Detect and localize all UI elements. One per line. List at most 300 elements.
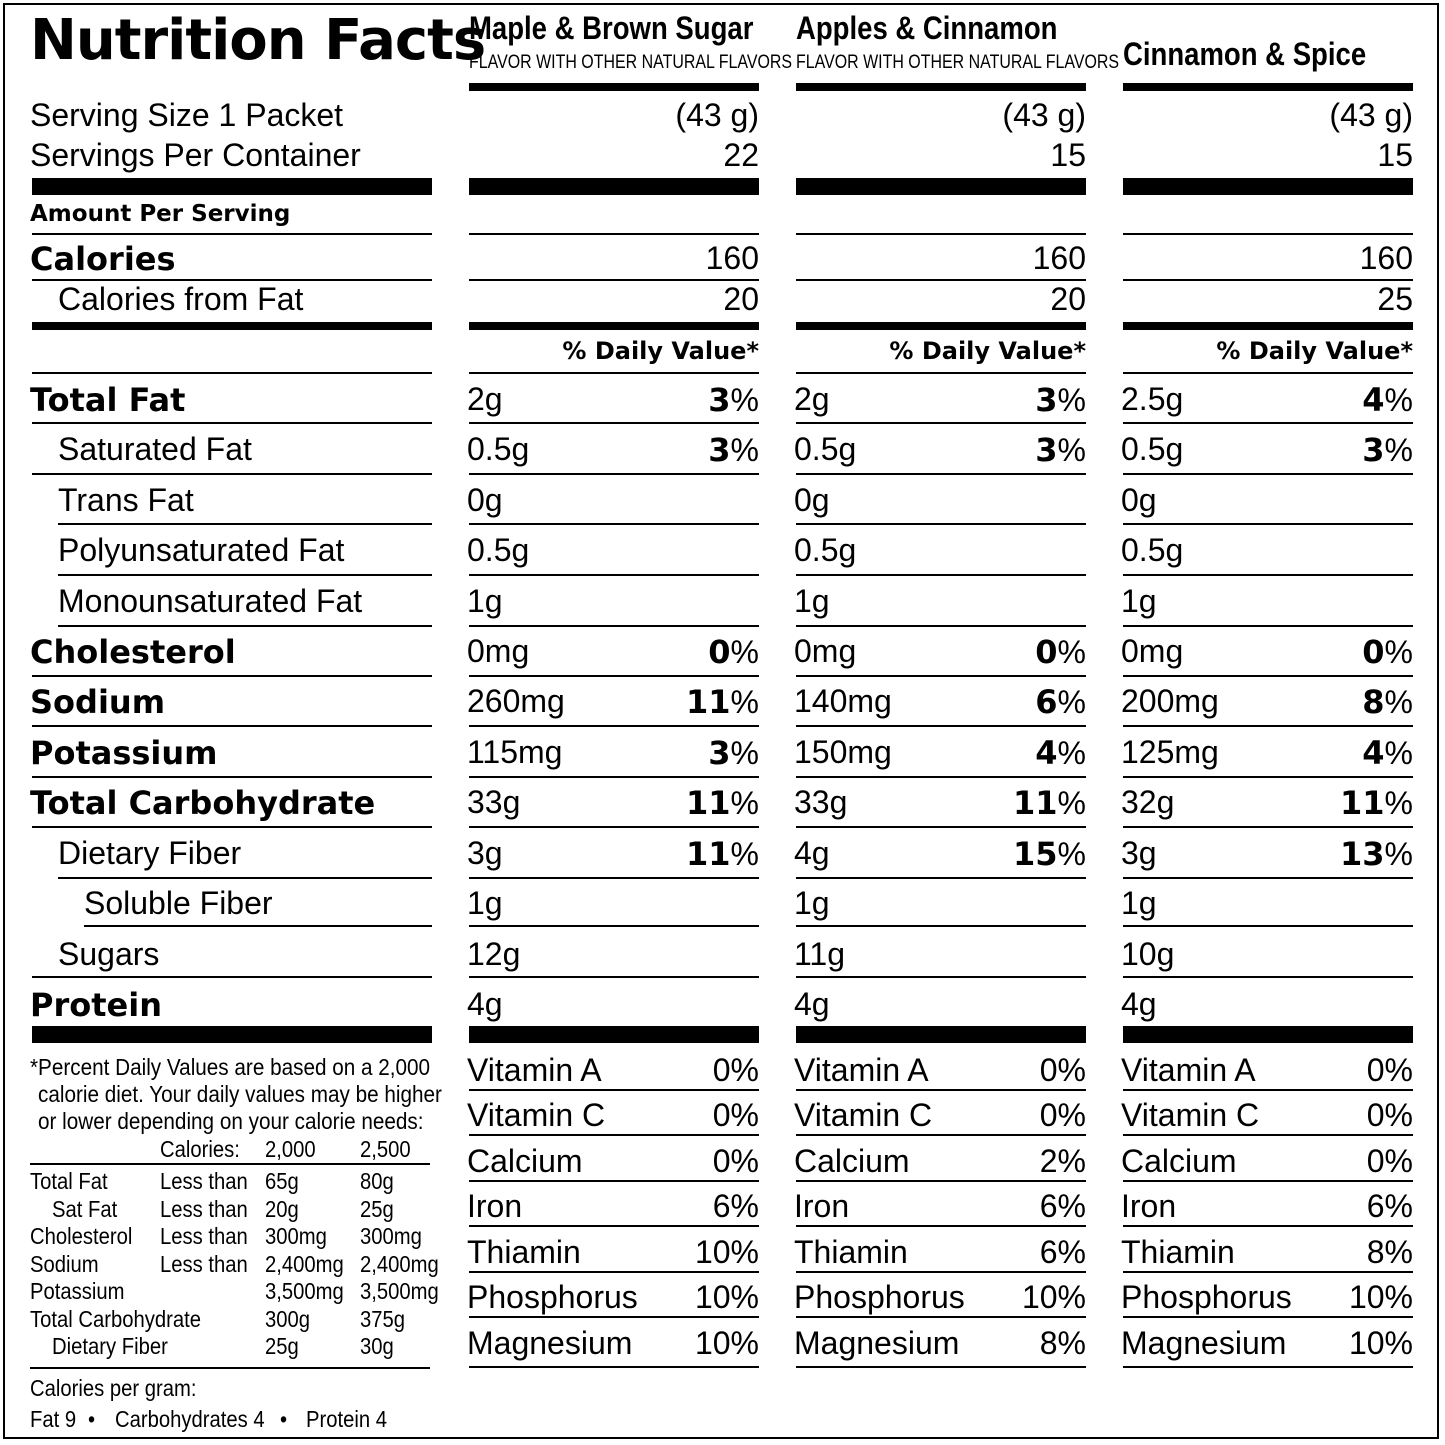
- table-cell: 2,400mg: [265, 1250, 344, 1277]
- divider: [796, 776, 1086, 778]
- dietary-fiber-amount: 3g: [467, 835, 503, 871]
- soluble-fiber-label: Soluble Fiber: [84, 885, 273, 921]
- divider: [32, 725, 432, 727]
- product-name: Maple & Brown Sugar: [469, 10, 754, 46]
- divider: [1123, 1366, 1413, 1368]
- daily-value-header: % Daily Value*: [562, 337, 759, 365]
- daily-value-number: 6: [1035, 683, 1058, 721]
- table-header-cell: 2,500: [360, 1136, 411, 1162]
- percent-sign: %: [730, 684, 759, 720]
- vitamin-name: Vitamin A: [467, 1052, 602, 1088]
- table-cell: Sat Fat: [52, 1195, 118, 1222]
- page-title: Nutrition Facts: [30, 8, 486, 73]
- divider: [469, 925, 759, 927]
- divider: [469, 233, 759, 235]
- sodium-daily-value: [1035, 683, 1086, 721]
- vitamin-value: 6%: [1366, 1188, 1413, 1224]
- percent-sign: %: [730, 735, 759, 771]
- vitamin-name: Thiamin: [1121, 1234, 1235, 1270]
- potassium-label: Potassium: [30, 734, 218, 772]
- vitamin-name: Calcium: [794, 1143, 910, 1179]
- divider: [1123, 233, 1413, 235]
- vitamin-value: 6%: [1039, 1234, 1086, 1270]
- vitamin-name: Vitamin A: [1121, 1052, 1256, 1088]
- divider: [469, 826, 759, 828]
- divider: [796, 279, 1086, 281]
- divider: [796, 725, 1086, 727]
- divider: [1123, 675, 1413, 677]
- divider: [1123, 625, 1413, 627]
- vitamin-name: Iron: [794, 1188, 850, 1224]
- divider: [469, 976, 759, 978]
- saturated-fat-amount: 0.5g: [794, 431, 857, 467]
- total-carbohydrate-label: Total Carbohydrate: [30, 784, 376, 822]
- divider: [32, 372, 432, 374]
- total-fat-amount: 2g: [794, 381, 830, 417]
- total-fat-daily-value: [1362, 381, 1413, 419]
- protein-amount: 4g: [467, 986, 503, 1022]
- sodium-daily-value: [1362, 683, 1413, 721]
- medium-divider: [796, 322, 1086, 330]
- serving-weight: (43 g): [675, 97, 759, 133]
- vitamin-value: 8%: [1039, 1325, 1086, 1361]
- divider: [32, 976, 432, 978]
- footnote-line: or lower depending on your calorie needs:: [38, 1108, 424, 1134]
- protein-amount: 4g: [1121, 986, 1157, 1022]
- thick-divider: [469, 178, 759, 195]
- divider: [32, 826, 432, 828]
- polyunsaturated-fat-amount: 0.5g: [794, 532, 857, 568]
- divider: [469, 473, 759, 475]
- divider: [796, 1366, 1086, 1368]
- trans-fat-label: Trans Fat: [58, 482, 194, 518]
- total-carbohydrate-daily-value: [1013, 784, 1086, 822]
- monounsaturated-fat-amount: 1g: [467, 583, 503, 619]
- daily-value-number: 4: [1362, 734, 1385, 772]
- cholesterol-amount: 0mg: [794, 633, 857, 669]
- percent-sign: %: [1384, 382, 1413, 418]
- vitamin-value: 10%: [1021, 1279, 1086, 1315]
- divider: [469, 1271, 759, 1273]
- dietary-fiber-amount: 3g: [1121, 835, 1157, 871]
- calories-value: 160: [705, 240, 759, 276]
- vitamin-name: Thiamin: [794, 1234, 908, 1270]
- table-cell: 300mg: [360, 1223, 422, 1249]
- trans-fat-amount: 0g: [1121, 482, 1157, 518]
- calories-per-gram-item: Protein 4: [306, 1406, 388, 1432]
- calories-from-fat-value: 20: [1050, 281, 1086, 317]
- divider: [796, 826, 1086, 828]
- percent-sign: %: [730, 634, 759, 670]
- divider: [1123, 776, 1413, 778]
- vitamin-value: 0%: [1366, 1143, 1413, 1179]
- divider: [32, 776, 432, 778]
- sugars-label: Sugars: [58, 936, 160, 972]
- daily-value-number: 0: [1362, 633, 1385, 671]
- bullet-separator: •: [88, 1406, 96, 1432]
- saturated-fat-amount: 0.5g: [1121, 431, 1184, 467]
- vitamin-value: 0%: [1039, 1052, 1086, 1088]
- divider: [1123, 372, 1413, 374]
- divider: [1123, 1316, 1413, 1318]
- divider: [796, 925, 1086, 927]
- product-name: Apples & Cinnamon: [796, 10, 1058, 46]
- divider: [1123, 725, 1413, 727]
- divider: [796, 574, 1086, 576]
- table-header-cell: 2,000: [265, 1136, 316, 1162]
- percent-sign: %: [730, 785, 759, 821]
- divider: [469, 574, 759, 576]
- divider: [469, 279, 759, 281]
- calories-value: 160: [1359, 240, 1413, 276]
- trans-fat-amount: 0g: [794, 482, 830, 518]
- footnote-line: *Percent Daily Values are based on a 2,000: [30, 1054, 431, 1080]
- servings-per-container-label: Servings Per Container: [30, 137, 361, 173]
- table-cell: 375g: [360, 1305, 406, 1332]
- table-cell: 300mg: [265, 1223, 327, 1249]
- divider: [469, 523, 759, 525]
- saturated-fat-amount: 0.5g: [467, 431, 530, 467]
- table-cell: 80g: [360, 1168, 394, 1194]
- table-cell: 300g: [265, 1305, 311, 1332]
- cholesterol-daily-value: [1362, 633, 1413, 671]
- polyunsaturated-fat-amount: 0.5g: [1121, 532, 1184, 568]
- divider: [796, 877, 1086, 879]
- total-carbohydrate-daily-value: [686, 784, 759, 822]
- divider: [469, 1316, 759, 1318]
- divider: [1123, 976, 1413, 978]
- daily-value-number: 11: [1340, 784, 1385, 822]
- vitamin-value: 2%: [1039, 1143, 1086, 1179]
- servings-value: 15: [1377, 137, 1413, 173]
- calories-per-gram-item: Carbohydrates 4: [115, 1406, 265, 1432]
- protein-amount: 4g: [794, 986, 830, 1022]
- divider: [1123, 422, 1413, 424]
- vitamin-value: 10%: [694, 1325, 759, 1361]
- servings-value: 15: [1050, 137, 1086, 173]
- divider: [796, 523, 1086, 525]
- table-cell: Potassium: [30, 1278, 125, 1304]
- divider: [796, 233, 1086, 235]
- divider: [1123, 1134, 1413, 1136]
- polyunsaturated-fat-label: Polyunsaturated Fat: [58, 532, 345, 568]
- divider: [32, 675, 432, 677]
- divider: [30, 1367, 430, 1369]
- vitamin-value: 0%: [712, 1143, 759, 1179]
- calories-per-gram-item: Fat 9: [30, 1406, 77, 1432]
- vitamin-value: 10%: [694, 1234, 759, 1270]
- percent-sign: %: [730, 432, 759, 468]
- calories-label: Calories: [30, 240, 176, 278]
- divider: [1123, 1225, 1413, 1227]
- servings-value: 22: [723, 137, 759, 173]
- potassium-amount: 125mg: [1121, 734, 1219, 770]
- calories-from-fat-value: 25: [1377, 281, 1413, 317]
- divider: [796, 1225, 1086, 1227]
- sodium-label: Sodium: [30, 683, 166, 721]
- sugars-amount: 12g: [467, 936, 521, 972]
- table-cell: 30g: [360, 1333, 394, 1359]
- divider: [796, 1089, 1086, 1091]
- saturated-fat-daily-value: [1035, 431, 1086, 469]
- serving-weight: (43 g): [1002, 97, 1086, 133]
- percent-sign: %: [1057, 432, 1086, 468]
- monounsaturated-fat-amount: 1g: [794, 583, 830, 619]
- table-cell: 3,500mg: [360, 1278, 439, 1304]
- thick-divider: [32, 1026, 432, 1043]
- divider: [796, 473, 1086, 475]
- daily-value-number: 4: [1035, 734, 1058, 772]
- divider: [469, 422, 759, 424]
- potassium-amount: 115mg: [467, 734, 563, 770]
- divider: [84, 925, 432, 927]
- vitamin-value: 10%: [1348, 1279, 1413, 1315]
- divider: [796, 625, 1086, 627]
- table-cell: Less than: [160, 1223, 248, 1249]
- table-cell: Cholesterol: [30, 1223, 133, 1249]
- divider: [469, 1089, 759, 1091]
- total-carbohydrate-daily-value: [1340, 784, 1413, 822]
- divider: [1123, 1180, 1413, 1182]
- percent-sign: %: [1384, 836, 1413, 872]
- vitamin-value: 8%: [1366, 1234, 1413, 1270]
- percent-sign: %: [730, 382, 759, 418]
- serving-weight: (43 g): [1329, 97, 1413, 133]
- daily-value-header: % Daily Value*: [889, 337, 1086, 365]
- table-cell: 3,500mg: [265, 1278, 344, 1304]
- divider: [32, 233, 432, 235]
- table-cell: Dietary Fiber: [52, 1333, 168, 1359]
- vitamin-name: Phosphorus: [1121, 1279, 1292, 1315]
- table-cell: Sodium: [30, 1250, 99, 1277]
- divider: [1123, 1271, 1413, 1273]
- table-cell: 25g: [360, 1195, 394, 1222]
- daily-value-number: 11: [686, 784, 731, 822]
- medium-divider: [32, 322, 432, 330]
- divider: [32, 473, 432, 475]
- vitamin-value: 6%: [1039, 1188, 1086, 1224]
- total-carbohydrate-amount: 33g: [467, 784, 521, 820]
- saturated-fat-daily-value: [1362, 431, 1413, 469]
- daily-value-number: 4: [1362, 381, 1385, 419]
- daily-value-number: 3: [1035, 381, 1058, 419]
- calories-per-gram-label: Calories per gram:: [30, 1375, 197, 1401]
- calories-value: 160: [1032, 240, 1086, 276]
- divider: [469, 372, 759, 374]
- vitamin-value: 0%: [1366, 1097, 1413, 1133]
- vitamin-name: Iron: [467, 1188, 523, 1224]
- daily-value-number: 11: [686, 683, 731, 721]
- divider: [469, 1180, 759, 1182]
- divider: [469, 1134, 759, 1136]
- daily-value-header: % Daily Value*: [1216, 337, 1413, 365]
- footnote-line: calorie diet. Your daily values may be higher: [38, 1081, 442, 1107]
- daily-value-number: 15: [1013, 835, 1058, 873]
- vitamin-name: Vitamin C: [794, 1097, 933, 1133]
- potassium-daily-value: [1035, 734, 1086, 772]
- vitamin-name: Phosphorus: [467, 1279, 638, 1315]
- vitamin-value: 0%: [1039, 1097, 1086, 1133]
- dietary-fiber-daily-value: [1013, 835, 1086, 873]
- divider: [1123, 473, 1413, 475]
- percent-sign: %: [1057, 735, 1086, 771]
- divider: [1123, 279, 1413, 281]
- saturated-fat-daily-value: [708, 431, 759, 469]
- divider: [58, 574, 432, 576]
- divider: [58, 877, 432, 879]
- percent-sign: %: [1384, 684, 1413, 720]
- divider: [469, 725, 759, 727]
- total-fat-amount: 2g: [467, 381, 503, 417]
- thick-divider: [796, 1026, 1086, 1043]
- divider: [32, 422, 432, 424]
- total-fat-daily-value: [708, 381, 759, 419]
- divider: [1123, 83, 1413, 91]
- vitamin-name: Phosphorus: [794, 1279, 965, 1315]
- product-column: [467, 0, 793, 1445]
- percent-sign: %: [1057, 785, 1086, 821]
- divider: [469, 625, 759, 627]
- vitamin-name: Vitamin A: [794, 1052, 929, 1088]
- vitamin-value: 0%: [1366, 1052, 1413, 1088]
- thick-divider: [1123, 1026, 1413, 1043]
- vitamin-name: Calcium: [467, 1143, 583, 1179]
- percent-sign: %: [1384, 634, 1413, 670]
- dietary-fiber-label: Dietary Fiber: [58, 835, 242, 871]
- vitamin-name: Magnesium: [1121, 1325, 1287, 1361]
- table-cell: Less than: [160, 1195, 248, 1222]
- table-cell: 2,400mg: [360, 1250, 439, 1277]
- percent-sign: %: [1384, 735, 1413, 771]
- soluble-fiber-amount: 1g: [1121, 885, 1157, 921]
- soluble-fiber-amount: 1g: [467, 885, 503, 921]
- cholesterol-label: Cholesterol: [30, 633, 236, 671]
- total-carbohydrate-amount: 33g: [794, 784, 848, 820]
- table-header-cell: Calories:: [160, 1136, 240, 1162]
- thick-divider: [469, 1026, 759, 1043]
- table-cell: Total Carbohydrate: [30, 1305, 202, 1332]
- divider: [1123, 877, 1413, 879]
- vitamin-name: Calcium: [1121, 1143, 1237, 1179]
- sugars-amount: 10g: [1121, 936, 1175, 972]
- divider: [469, 675, 759, 677]
- product-subtitle: FLAVOR WITH OTHER NATURAL FLAVORS: [469, 52, 793, 73]
- daily-value-number: 0: [708, 633, 731, 671]
- calories-from-fat-value: 20: [723, 281, 759, 317]
- daily-value-number: 0: [1035, 633, 1058, 671]
- vitamin-value: 0%: [712, 1097, 759, 1133]
- divider: [796, 83, 1086, 91]
- total-fat-label: Total Fat: [30, 381, 186, 419]
- vitamin-value: 10%: [694, 1279, 759, 1315]
- divider: [1123, 574, 1413, 576]
- calories-from-fat-label: Calories from Fat: [58, 281, 304, 317]
- dietary-fiber-amount: 4g: [794, 835, 830, 871]
- divider: [796, 372, 1086, 374]
- divider: [796, 1180, 1086, 1182]
- total-carbohydrate-amount: 32g: [1121, 784, 1175, 820]
- divider: [796, 1134, 1086, 1136]
- vitamin-name: Thiamin: [467, 1234, 581, 1270]
- daily-value-number: 11: [1013, 784, 1058, 822]
- thick-divider: [796, 178, 1086, 195]
- sodium-amount: 140mg: [794, 683, 892, 719]
- product-subtitle: FLAVOR WITH OTHER NATURAL FLAVORS: [796, 52, 1120, 73]
- divider: [469, 877, 759, 879]
- product-column: [1123, 0, 1413, 1445]
- vitamin-name: Vitamin C: [467, 1097, 606, 1133]
- sodium-amount: 260mg: [467, 683, 565, 719]
- cholesterol-amount: 0mg: [1121, 633, 1184, 669]
- vitamin-value: 0%: [712, 1052, 759, 1088]
- protein-label: Protein: [30, 986, 162, 1024]
- vitamin-name: Magnesium: [794, 1325, 960, 1361]
- divider: [469, 776, 759, 778]
- product-column: [794, 0, 1120, 1445]
- medium-divider: [469, 322, 759, 330]
- table-cell: 20g: [265, 1195, 299, 1222]
- daily-value-number: 3: [1035, 431, 1058, 469]
- cholesterol-amount: 0mg: [467, 633, 530, 669]
- table-cell: 65g: [265, 1168, 299, 1194]
- total-fat-daily-value: [1035, 381, 1086, 419]
- daily-value-number: 11: [686, 835, 731, 873]
- bullet-separator: •: [280, 1406, 288, 1432]
- amount-per-serving-label: Amount Per Serving: [30, 201, 291, 227]
- trans-fat-amount: 0g: [467, 482, 503, 518]
- medium-divider: [1123, 322, 1413, 330]
- divider: [469, 1225, 759, 1227]
- divider: [1123, 1089, 1413, 1091]
- percent-sign: %: [1384, 785, 1413, 821]
- cholesterol-daily-value: [1035, 633, 1086, 671]
- table-cell: Less than: [160, 1250, 248, 1277]
- divider: [58, 625, 432, 627]
- divider: [1123, 826, 1413, 828]
- percent-sign: %: [1057, 634, 1086, 670]
- daily-value-number: 13: [1340, 835, 1385, 873]
- divider: [796, 1316, 1086, 1318]
- percent-sign: %: [1057, 836, 1086, 872]
- percent-sign: %: [1384, 432, 1413, 468]
- divider: [796, 976, 1086, 978]
- percent-sign: %: [1057, 684, 1086, 720]
- vitamin-value: 6%: [712, 1188, 759, 1224]
- divider: [796, 675, 1086, 677]
- table-cell: Less than: [160, 1168, 248, 1194]
- vitamin-name: Iron: [1121, 1188, 1177, 1224]
- vitamin-value: 10%: [1348, 1325, 1413, 1361]
- sodium-amount: 200mg: [1121, 683, 1219, 719]
- potassium-amount: 150mg: [794, 734, 892, 770]
- cholesterol-daily-value: [708, 633, 759, 671]
- table-cell: 25g: [265, 1333, 299, 1359]
- divider: [469, 1366, 759, 1368]
- daily-value-number: 3: [708, 734, 731, 772]
- thick-divider: [1123, 178, 1413, 195]
- monounsaturated-fat-label: Monounsaturated Fat: [58, 583, 363, 619]
- thick-divider: [32, 178, 432, 195]
- divider: [30, 1163, 430, 1165]
- percent-sign: %: [1057, 382, 1086, 418]
- saturated-fat-label: Saturated Fat: [58, 431, 252, 467]
- vitamin-name: Magnesium: [467, 1325, 633, 1361]
- dietary-fiber-daily-value: [1340, 835, 1413, 873]
- potassium-daily-value: [1362, 734, 1413, 772]
- daily-value-number: 8: [1362, 683, 1385, 721]
- product-name: Cinnamon & Spice: [1123, 36, 1367, 72]
- potassium-daily-value: [708, 734, 759, 772]
